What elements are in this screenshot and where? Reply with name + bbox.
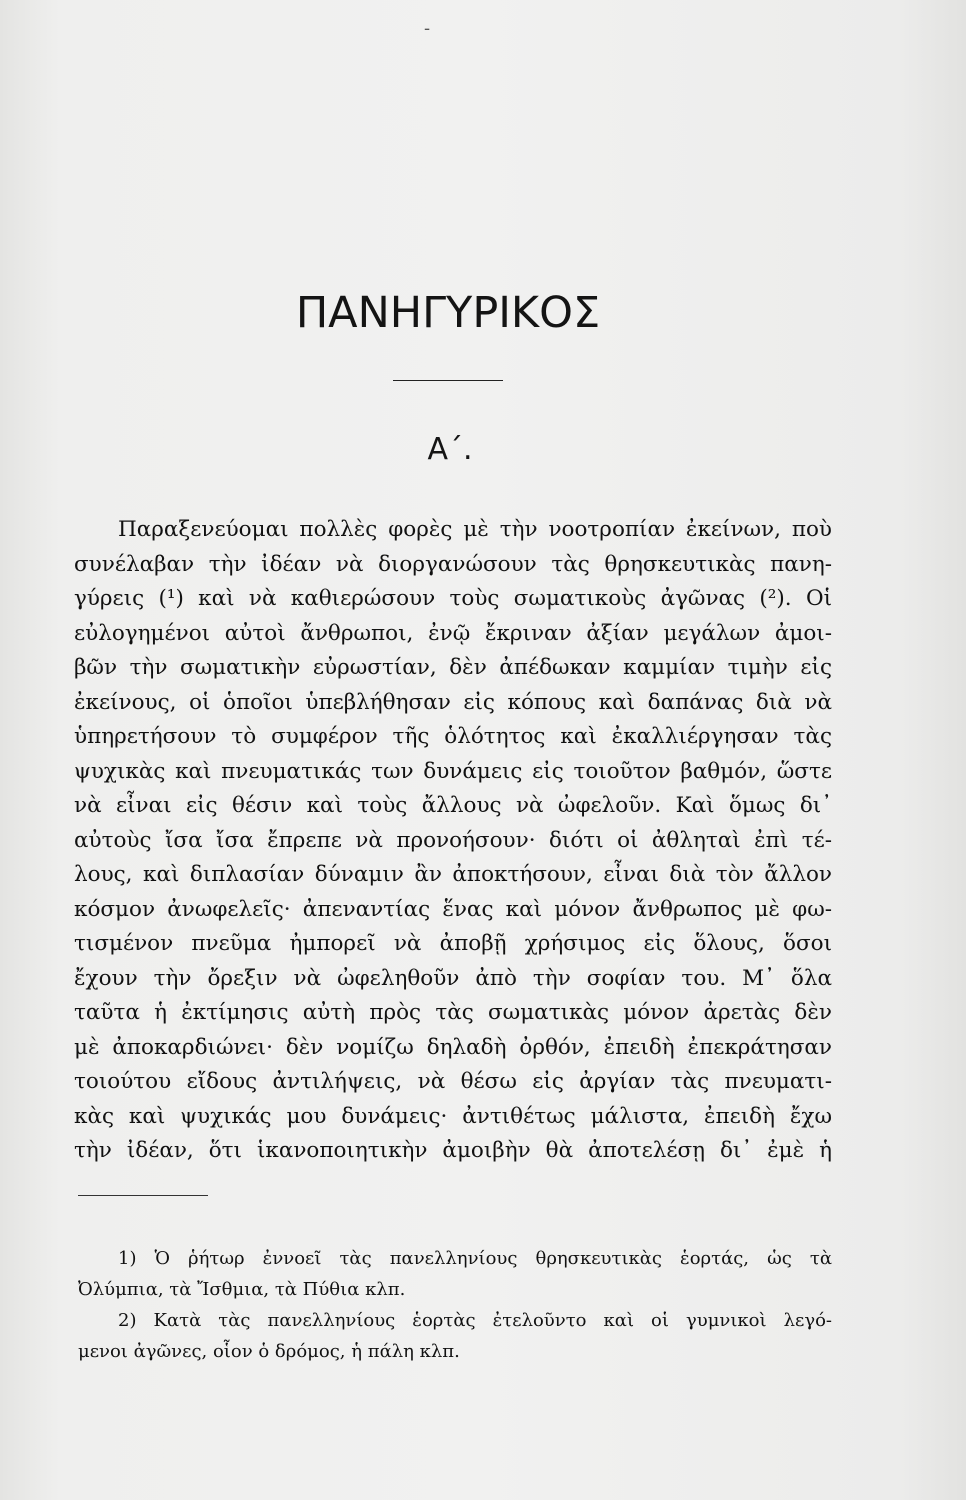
text-line: κὰς καὶ ψυχικάς μου δυνάμεις· ἀντιθέτως μάλιστα, ἐπειδὴ ἔχω (74, 1103, 832, 1129)
chapter-heading: Α΄. (427, 432, 473, 467)
text-line: γύρεις (¹) καὶ νὰ καθιερώσουν τοὺς σωματικοὺς ἀγῶνας (²). Οἱ (74, 586, 832, 611)
text-line: συνέλαβαν τὴν ἰδέαν νὰ διοργανώσουν τὰς θρησκευτικὰς πανη- (74, 551, 832, 577)
text-line: Παραξενεύομαι πολλὲς φορὲς μὲ τὴν νοοτροπίαν ἐκείνων, ποὺ (118, 517, 832, 542)
text-line: λους, καὶ διπλασίαν δύναμιν ἂν ἀποκτήσουν, εἶναι διὰ τὸν ἄλλον (74, 862, 832, 887)
text-line: κόσμον ἀνωφελεῖς· ἀπεναντίας ἕνας καὶ μόνον ἄνθρωπος μὲ φω- (74, 896, 832, 922)
text-line: ταῦτα ἡ ἐκτίμησις αὐτὴ πρὸς τὰς σωματικὰς μόνον ἀρετὰς δὲν (74, 1000, 832, 1025)
text-line: αὐτοὺς ἴσα ἴσα ἔπρεπε νὰ προνοήσουν· διότι οἱ ἀθληταὶ ἐπὶ τέ- (74, 827, 832, 853)
text-line: βῶν τὴν σωματικὴν εὐρωστίαν, δὲν ἀπέδωκαν καμμίαν τιμὴν εἰς (74, 655, 832, 680)
text-line: νὰ εἶναι εἰς θέσιν καὶ τοὺς ἄλλους νὰ ὠφελοῦν. Καὶ ὅμως δι᾿ (74, 793, 832, 818)
footnotes (78, 1243, 832, 1367)
footnote-line: Ὀλύμπια, τὰ Ἴσθμια, τὰ Πύθια κλπ. (78, 1279, 406, 1300)
text-line: τοιούτου εἴδους ἀντιλήψεις, νὰ θέσω εἰς ἀργίαν τὰς πνευματι- (74, 1069, 832, 1094)
body-text (74, 513, 832, 1169)
footnote-line: 2) Κατὰ τὰς πανελληνίους ἑορτὰς ἐτελοῦντο καὶ οἱ γυμνικοὶ λεγό- (118, 1310, 832, 1331)
text-line: ἐκείνους, οἱ ὁποῖοι ὑπεβλήθησαν εἰς κόπους καὶ δαπάνας διὰ νὰ (74, 689, 832, 715)
text-line: εὐλογημένοι αὐτοὶ ἄνθρωποι, ἐνῷ ἔκριναν ἀξίαν μεγάλων ἀμοι- (74, 620, 832, 646)
text-line: τὴν ἰδέαν, ὅτι ἱκανοποιητικὴν ἀμοιβὴν θὰ ἀποτελέσῃ δι᾿ ἐμὲ ἡ (74, 1138, 832, 1163)
footnote-divider (78, 1195, 208, 1196)
text-line: μὲ ἀποκαρδιώνει· δὲν νομίζω δηλαδὴ ὀρθόν, ἐπειδὴ ἐπεκράτησαν (74, 1034, 832, 1060)
page-title: ΠΑΝΗΓΥΡΙΚΟΣ (295, 288, 601, 338)
print-mark: - (424, 18, 431, 39)
footnote-line: μενοι ἀγῶνες, οἷον ὁ δρόμος, ἡ πάλη κλπ. (78, 1341, 460, 1362)
text-line: ἔχουν τὴν ὄρεξιν νὰ ὠφεληθοῦν ἀπὸ τὴν σοφίαν του. Μ᾿ ὅλα (74, 965, 832, 991)
text-line: τισμένον πνεῦμα ἠμπορεῖ νὰ ἀποβῇ χρήσιμος εἰς ὅλους, ὅσοι (74, 931, 832, 956)
title-divider (393, 380, 503, 381)
footnote-line: 1) Ὁ ῥήτωρ ἐννοεῖ τὰς πανελληνίους θρησκευτικὰς ἑορτάς, ὡς τὰ (118, 1248, 832, 1269)
text-line: ψυχικὰς καὶ πνευματικάς των δυνάμεις εἰς τοιοῦτον βαθμόν, ὥστε (74, 758, 832, 784)
text-line: ὑπηρετήσουν τὸ συμφέρον τῆς ὁλότητος καὶ ἐκαλλιέργησαν τὰς (74, 724, 832, 749)
